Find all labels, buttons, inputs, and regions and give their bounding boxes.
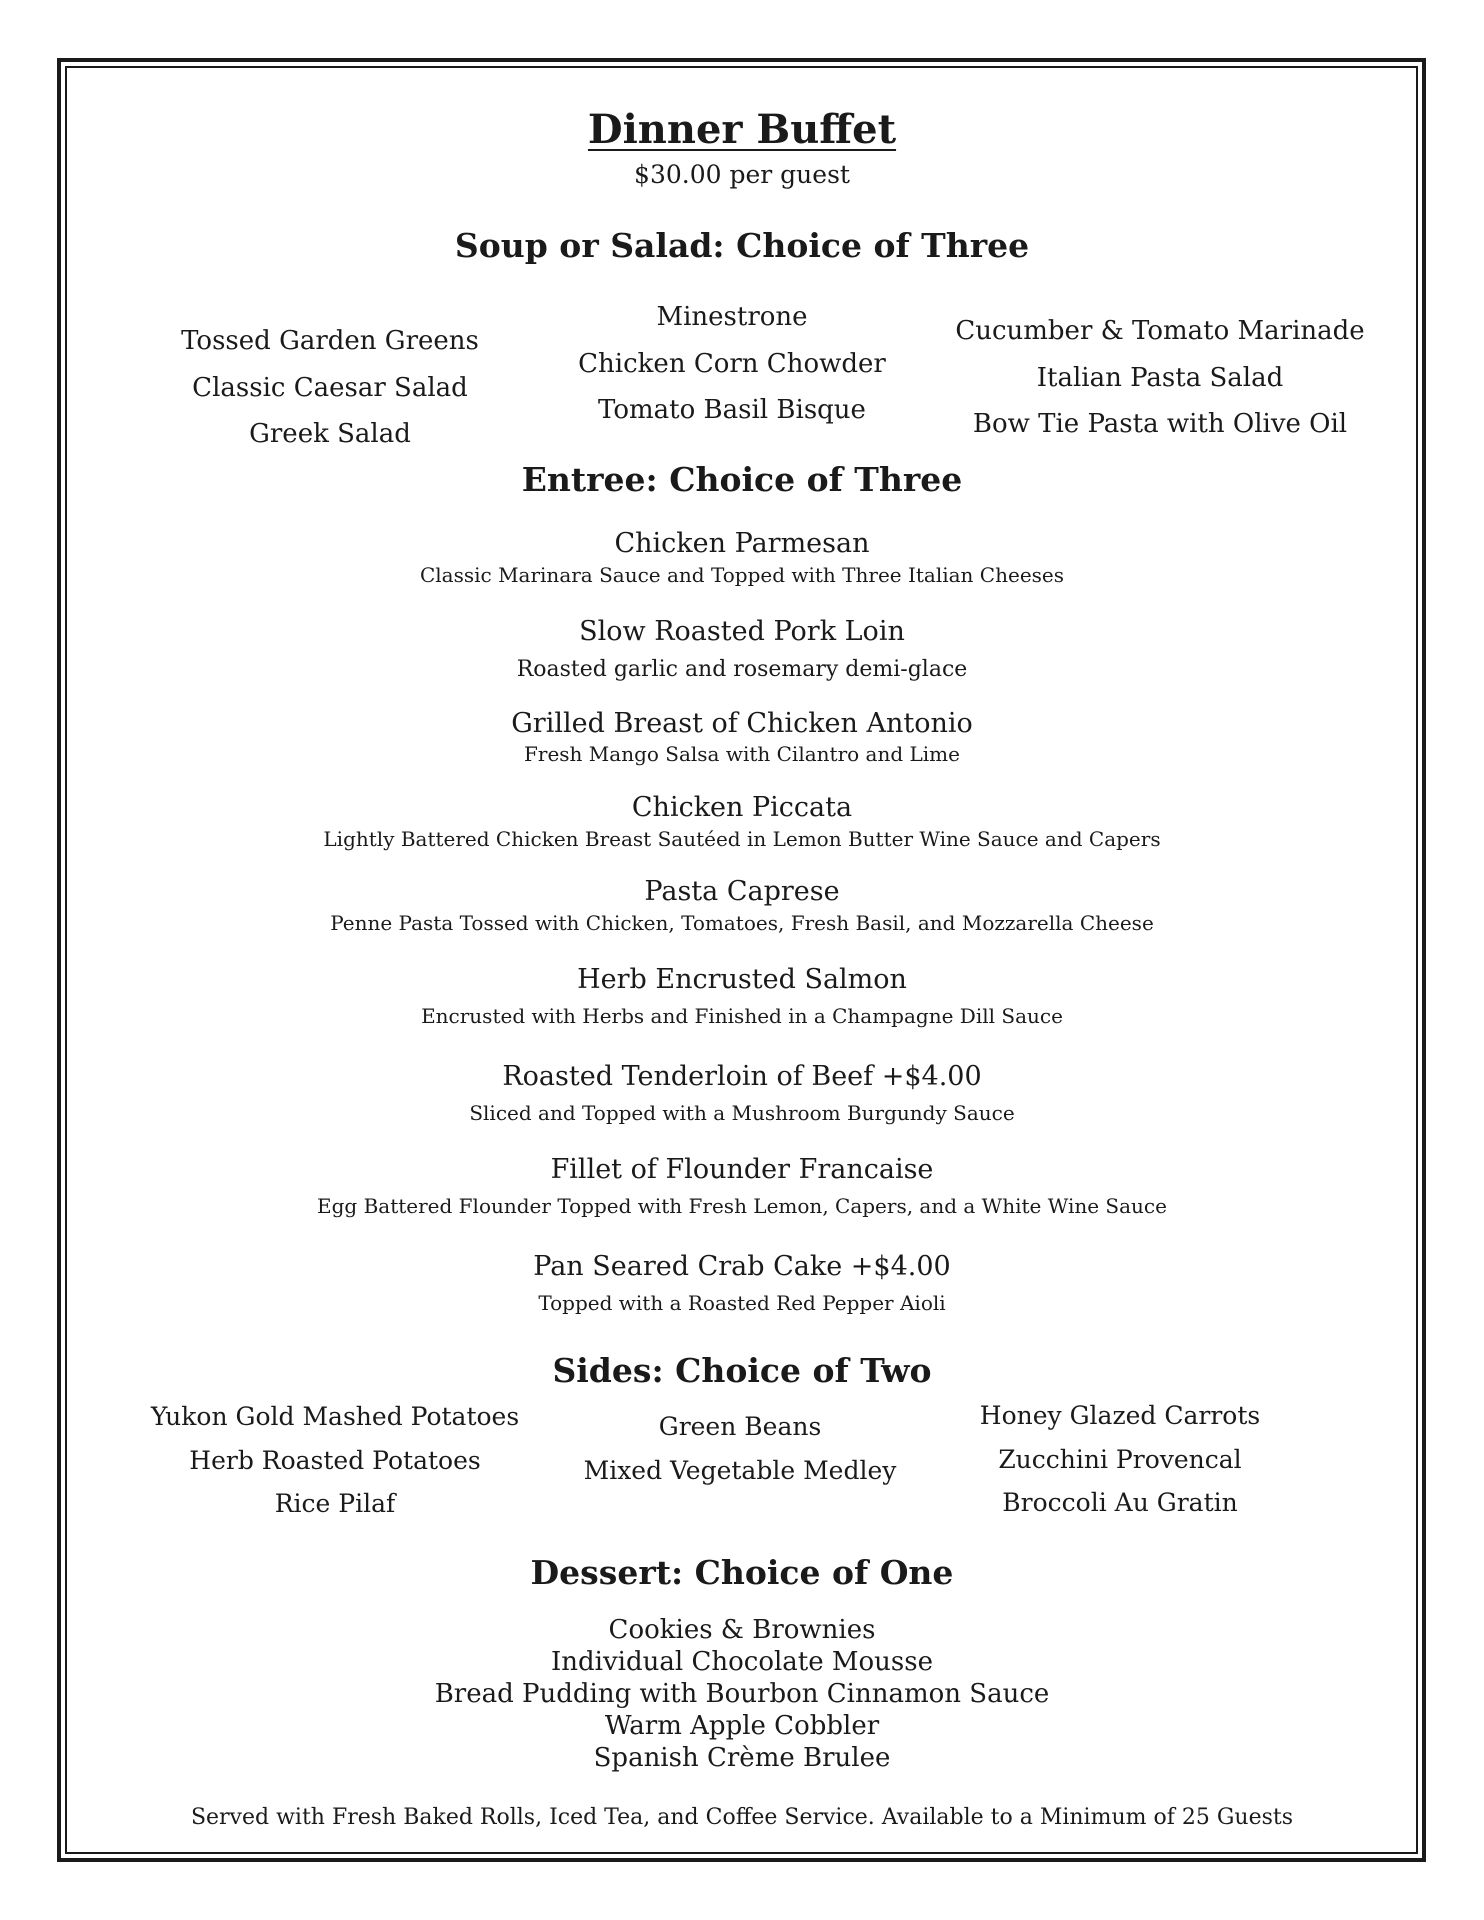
entree-description: Penne Pasta Tossed with Chicken, Tomatoes, Fresh Basil, and Mozzarella Cheese: [330, 911, 1154, 935]
entree-name: Roasted Tenderloin of Beef +$4.00: [502, 1061, 982, 1092]
entree-description: Sliced and Topped with a Mushroom Burgundy Sauce: [469, 1101, 1015, 1125]
dessert-heading: Dessert: Choice of One: [530, 1553, 954, 1592]
menu-item: Herb Roasted Potatoes: [189, 1445, 481, 1475]
menu-item: Warm Apple Cobbler: [604, 1711, 880, 1741]
sides-column-2: [540, 1405, 940, 1492]
entree-name: Pasta Caprese: [644, 876, 840, 907]
entree-description: Encrusted with Herbs and Finished in a Champagne Dill Sauce: [421, 1004, 1063, 1028]
sides-column-3: [920, 1394, 1320, 1525]
entree-name: Slow Roasted Pork Loin: [579, 616, 905, 647]
soup-salad-heading: Soup or Salad: Choice of Three: [454, 226, 1030, 265]
sides-column-1: [130, 1395, 540, 1526]
menu-item: Greek Salad: [249, 419, 411, 449]
entree-description: Roasted garlic and rosemary demi-glace: [516, 657, 968, 682]
entree-description: Lightly Battered Chicken Breast Sautéed in Lemon Butter Wine Sauce and Capers: [323, 827, 1161, 851]
entree-description: Fresh Mango Salsa with Cilantro and Lime: [524, 742, 960, 766]
menu-item: Classic Caesar Salad: [192, 372, 468, 403]
menu-item: Rice Pilaf: [274, 1489, 396, 1518]
dessert-list: [0, 1614, 1484, 1774]
menu-item: Bread Pudding with Bourbon Cinnamon Sauce: [434, 1679, 1050, 1709]
entree-heading: Entree: Choice of Three: [521, 460, 963, 499]
soup-salad-column-2: [532, 294, 932, 434]
menu-item: Bow Tie Pasta with Olive Oil: [972, 409, 1348, 439]
menu-price: $30.00 per guest: [634, 160, 850, 189]
menu-item: Cookies & Brownies: [608, 1615, 876, 1645]
menu-item: Individual Chocolate Mousse: [551, 1647, 933, 1677]
menu-item: Spanish Crème Brulee: [593, 1743, 891, 1773]
soup-salad-column-1: [130, 318, 530, 458]
menu-item: Cucumber & Tomato Marinade: [955, 316, 1365, 346]
menu-item: Tomato Basil Bisque: [598, 395, 866, 425]
entree-name: Chicken Piccata: [631, 792, 853, 823]
entree-name: Fillet of Flounder Francaise: [550, 1154, 934, 1185]
menu-title: Dinner Buffet: [587, 106, 897, 153]
entree-description: Topped with a Roasted Red Pepper Aioli: [538, 1291, 946, 1315]
menu-item: Broccoli Au Gratin: [1002, 1488, 1238, 1517]
soup-salad-column-3: [940, 308, 1380, 448]
entree-name: Chicken Parmesan: [614, 528, 870, 559]
entree-name: Herb Encrusted Salmon: [577, 964, 907, 995]
menu-item: Tossed Garden Greens: [181, 326, 479, 356]
entree-description: Egg Battered Flounder Topped with Fresh Lemon, Capers, and a White Wine Sauce: [317, 1194, 1167, 1218]
menu-item: Green Beans: [658, 1412, 822, 1441]
menu-item: Minestrone: [656, 302, 808, 332]
menu-item: Chicken Corn Chowder: [578, 348, 886, 379]
menu-item: Honey Glazed Carrots: [979, 1401, 1261, 1430]
sides-heading: Sides: Choice of Two: [552, 1351, 932, 1390]
menu-item: Mixed Vegetable Medley: [583, 1455, 897, 1485]
entree-description: Classic Marinara Sauce and Topped with Three Italian Cheeses: [419, 563, 1065, 587]
menu-item: Yukon Gold Mashed Potatoes: [150, 1402, 520, 1431]
footer-note: Served with Fresh Baked Rolls, Iced Tea, and Coffee Service. Available to a Minimum of 25 Guests: [190, 1805, 1294, 1830]
menu-item: Zucchini Provencal: [998, 1444, 1242, 1474]
entree-name: Pan Seared Crab Cake +$4.00: [533, 1251, 951, 1282]
entree-name: Grilled Breast of Chicken Antonio: [511, 708, 973, 739]
menu-item: Italian Pasta Salad: [1036, 362, 1284, 393]
